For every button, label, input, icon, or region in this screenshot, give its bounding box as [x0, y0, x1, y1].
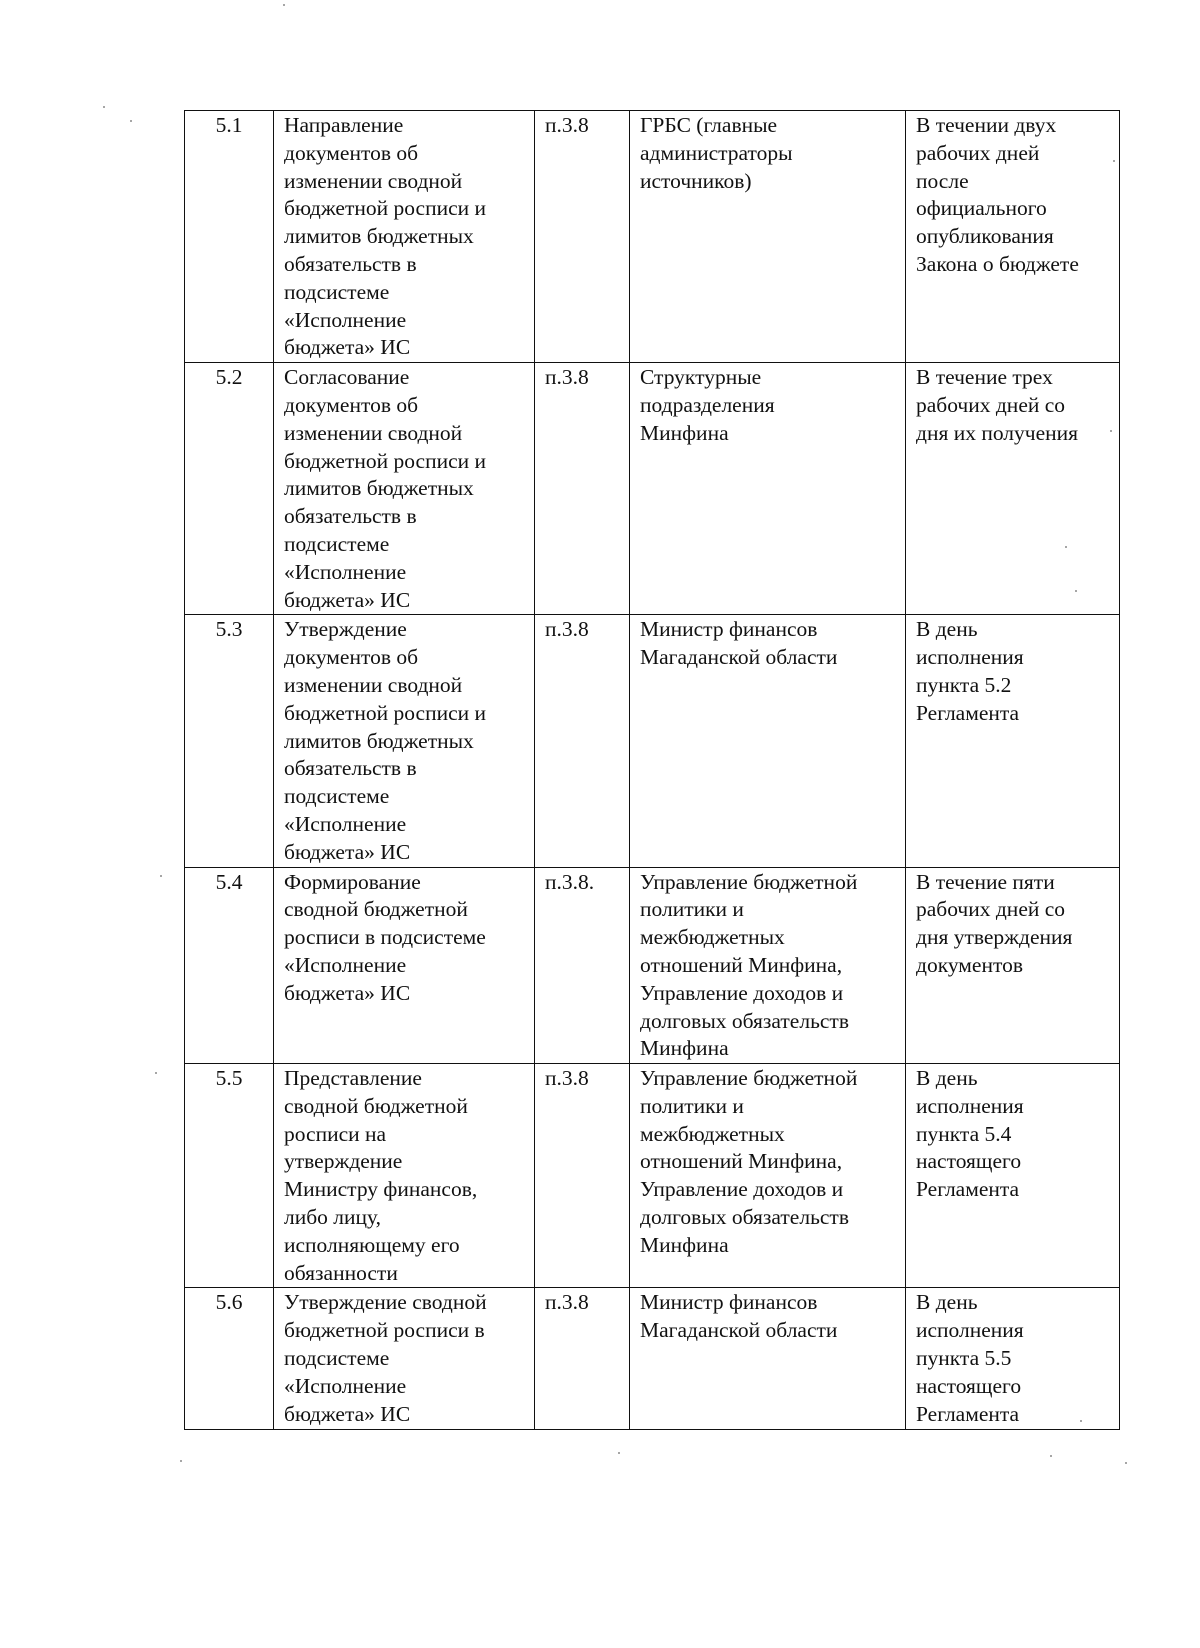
scan-speck — [1125, 1462, 1127, 1464]
executor-cell — [630, 867, 906, 1064]
executor-cell — [630, 615, 906, 867]
executor-text: Структурные подразделения Минфина — [640, 365, 775, 445]
scan-speck — [618, 1452, 620, 1454]
deadline-text: В день исполнения пункта 5.4 настоящего Регламента — [916, 1066, 1024, 1202]
item-number: 5.5 — [215, 1066, 243, 1091]
item-number-cell — [185, 867, 274, 1064]
reference-text: п.3.8. — [545, 869, 595, 894]
reference-text: п.3.8 — [545, 1066, 589, 1091]
reference-cell — [535, 363, 630, 615]
item-number-cell — [185, 363, 274, 615]
executor-cell — [630, 111, 906, 363]
scan-speck — [130, 120, 132, 122]
action-cell — [274, 111, 535, 363]
deadline-text: В день исполнения пункта 5.5 настоящего Регламента — [916, 1290, 1024, 1426]
action-cell — [274, 1064, 535, 1288]
deadline-text: В течение трех рабочих дней со дня их получения — [916, 365, 1079, 445]
deadline-cell — [906, 1288, 1120, 1430]
deadline-cell — [906, 867, 1120, 1064]
item-number-cell — [185, 1288, 274, 1430]
table-row — [185, 363, 1120, 615]
deadline-cell — [906, 615, 1120, 867]
scan-speck — [1113, 160, 1115, 162]
scan-speck — [160, 875, 162, 877]
scan-speck — [1050, 1455, 1052, 1457]
action-cell — [274, 615, 535, 867]
scan-speck — [283, 4, 285, 6]
scan-speck — [155, 1072, 157, 1074]
table-row — [185, 867, 1120, 1064]
reference-text: п.3.8 — [545, 1290, 589, 1315]
item-number-cell — [185, 1064, 274, 1288]
action-cell — [274, 363, 535, 615]
table-row — [185, 111, 1120, 363]
item-number: 5.3 — [215, 617, 243, 642]
reference-cell — [535, 1064, 630, 1288]
scan-speck — [103, 106, 105, 108]
action-text: Согласование документов об изменении сводной бюджетной росписи и лимитов бюджетных обязательств в подсистеме «Исполнение бюджета» ИС — [284, 365, 487, 612]
reference-cell — [535, 615, 630, 867]
action-text: Утверждение сводной бюджетной росписи в подсистеме «Исполнение бюджета» ИС — [284, 1290, 487, 1426]
table-row — [185, 1064, 1120, 1288]
item-number-cell — [185, 111, 274, 363]
item-number: 5.1 — [215, 113, 243, 137]
deadline-cell — [906, 1064, 1120, 1288]
executor-text: Министр финансов Магаданской области — [640, 617, 838, 670]
scan-speck — [1075, 590, 1077, 592]
scan-speck — [1080, 1420, 1082, 1422]
reference-cell — [535, 111, 630, 363]
action-text: Утверждение документов об изменении сводной бюджетной росписи и лимитов бюджетных обязательств в подсистеме «Исполнение бюджета» ИС — [284, 617, 487, 864]
action-cell — [274, 1288, 535, 1430]
reference-text: п.3.8 — [545, 365, 589, 390]
action-text: Формирование сводной бюджетной росписи в подсистеме «Исполнение бюджета» ИС — [284, 869, 486, 1005]
reference-cell — [535, 867, 630, 1064]
scan-speck — [1065, 546, 1067, 548]
scan-speck — [180, 1460, 182, 1462]
deadline-text: В течение пяти рабочих дней со дня утверждения документов — [916, 869, 1073, 977]
deadline-text: В течении двух рабочих дней после официального опубликования Закона о бюджете — [916, 113, 1079, 276]
reference-text: п.3.8 — [545, 617, 589, 642]
item-number: 5.4 — [215, 869, 243, 894]
executor-text: ГРБС (главные администраторы источников) — [640, 113, 793, 193]
item-number: 5.6 — [215, 1290, 243, 1315]
reference-text: п.3.8 — [545, 113, 589, 137]
item-number-cell — [185, 615, 274, 867]
regulation-table — [184, 110, 1120, 1430]
deadline-text: В день исполнения пункта 5.2 Регламента — [916, 617, 1024, 725]
executor-text: Управление бюджетной политики и межбюджетных отношений Минфина, Управление доходов и долговых обязательств Минфина — [640, 1066, 858, 1257]
table-row — [185, 1288, 1120, 1430]
executor-text: Управление бюджетной политики и межбюджетных отношений Минфина, Управление доходов и долговых обязательств Минфина — [640, 869, 858, 1061]
scan-speck — [1110, 430, 1112, 432]
deadline-cell — [906, 111, 1120, 363]
item-number: 5.2 — [215, 365, 243, 390]
deadline-cell — [906, 363, 1120, 615]
executor-cell — [630, 363, 906, 615]
table-row — [185, 615, 1120, 867]
executor-cell — [630, 1064, 906, 1288]
action-text: Направление документов об изменении сводной бюджетной росписи и лимитов бюджетных обязательств в подсистеме «Исполнение бюджета» ИС — [284, 113, 487, 360]
executor-text: Министр финансов Магаданской области — [640, 1290, 838, 1343]
action-text: Представление сводной бюджетной росписи на утверждение Министру финансов, либо лицу, исполняющему его обязанности — [284, 1066, 478, 1285]
executor-cell — [630, 1288, 906, 1430]
action-cell — [274, 867, 535, 1064]
reference-cell — [535, 1288, 630, 1430]
